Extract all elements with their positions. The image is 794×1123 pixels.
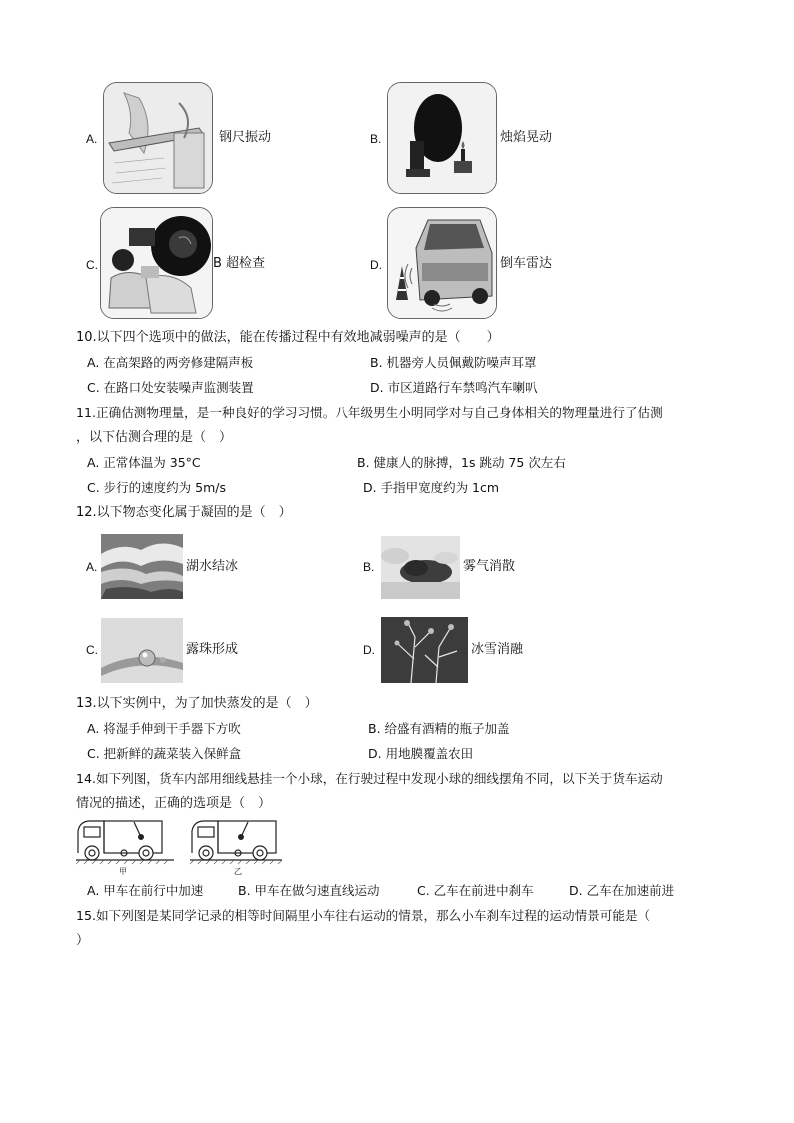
- q13-option-a[interactable]: A. 将湿手伸到干手器下方吹: [87, 721, 241, 736]
- option-letter: B.: [363, 560, 375, 574]
- q11-stem-line2: ，以下估测合理的是（ ）: [76, 430, 233, 445]
- option-caption: B 超检查: [213, 256, 266, 271]
- ultrasound-exam-picture: [100, 207, 213, 319]
- q12-stem: 12.以下物态变化属于凝固的是（ ）: [76, 505, 292, 520]
- option-caption: 湖水结冰: [186, 559, 239, 574]
- q10-option-d[interactable]: D. 市区道路行车禁鸣汽车喇叭: [370, 380, 538, 395]
- q11-option-b[interactable]: B. 健康人的脉搏，1s 跳动 75 次左右: [357, 455, 566, 470]
- option-caption: 露珠形成: [186, 642, 239, 657]
- frost-plant-picture: [381, 617, 468, 683]
- option-letter: C.: [86, 258, 98, 272]
- q11-stem-line1: 11.正确估测物理量，是一种良好的学习习惯。八年级男生小明同学对与自己身体相关的物理量进行了估测: [76, 405, 663, 420]
- q13-stem: 13.以下实例中，为了加快蒸发的是（ ）: [76, 696, 318, 711]
- q13-option-d[interactable]: D. 用地膜覆盖农田: [368, 746, 474, 761]
- q10-option-a[interactable]: A. 在高架路的两旁修建隔声板: [87, 355, 254, 370]
- option-letter: A.: [86, 132, 98, 146]
- q14-option-b[interactable]: B. 甲车在做匀速直线运动: [238, 883, 380, 898]
- speaker-candle-picture: [387, 82, 497, 194]
- reversing-radar-picture: [387, 207, 497, 319]
- ruler-vibration-picture: [103, 82, 213, 194]
- q14-option-a[interactable]: A. 甲车在前行中加速: [87, 883, 204, 898]
- q14-stem-line2: 情况的描述，正确的选项是（ ）: [76, 796, 272, 811]
- q10-stem: 10.以下四个选项中的做法，能在传播过程中有效地减弱噪声的是（ ）: [76, 330, 500, 345]
- option-letter: C.: [86, 643, 98, 657]
- q14-truck-figure: [76, 817, 286, 877]
- dewdrop-picture: [101, 618, 183, 683]
- q14-option-d[interactable]: D. 乙车在加速前进: [569, 883, 675, 898]
- option-letter: D.: [370, 258, 382, 272]
- option-letter: B.: [370, 132, 382, 146]
- option-letter: D.: [363, 643, 375, 657]
- option-letter: A.: [86, 560, 98, 574]
- q15-stem-line1: 15.如下列图是某同学记录的相等时间隔里小车往右运动的情景，那么小车刹车过程的运动情景可能是（: [76, 908, 651, 923]
- q14-stem-line1: 14.如下列图，货车内部用细线悬挂一个小球，在行驶过程中发现小球的细线摆角不同，以下关于货车运动: [76, 771, 663, 786]
- option-caption: 倒车雷达: [500, 256, 553, 271]
- q13-option-b[interactable]: B. 给盛有酒精的瓶子加盖: [368, 721, 510, 736]
- q11-option-a[interactable]: A. 正常体温为 35°C: [87, 455, 201, 470]
- fog-trees-picture: [381, 536, 460, 599]
- frozen-lake-picture: [101, 534, 183, 599]
- q14-option-c[interactable]: C. 乙车在前进中刹车: [417, 883, 534, 898]
- q10-option-b[interactable]: B. 机器旁人员佩戴防噪声耳罩: [370, 355, 537, 370]
- q11-option-c[interactable]: C. 步行的速度约为 5m/s: [87, 480, 227, 495]
- option-caption: 冰雪消融: [471, 642, 524, 657]
- truck-diagram-icon: [76, 817, 286, 877]
- truck-label-yi: 乙: [234, 867, 242, 876]
- option-caption: 雾气消散: [463, 559, 516, 574]
- q10-option-c[interactable]: C. 在路口处安装噪声监测装置: [87, 380, 254, 395]
- option-caption: 烛焰晃动: [500, 130, 553, 145]
- truck-label-jia: 甲: [119, 867, 127, 876]
- q15-stem-line2: ）: [76, 933, 90, 948]
- q13-option-c[interactable]: C. 把新鲜的蔬菜装入保鲜盒: [87, 746, 242, 761]
- option-caption: 钢尺振动: [219, 130, 272, 145]
- q11-option-d[interactable]: D. 手指甲宽度约为 1cm: [363, 480, 500, 495]
